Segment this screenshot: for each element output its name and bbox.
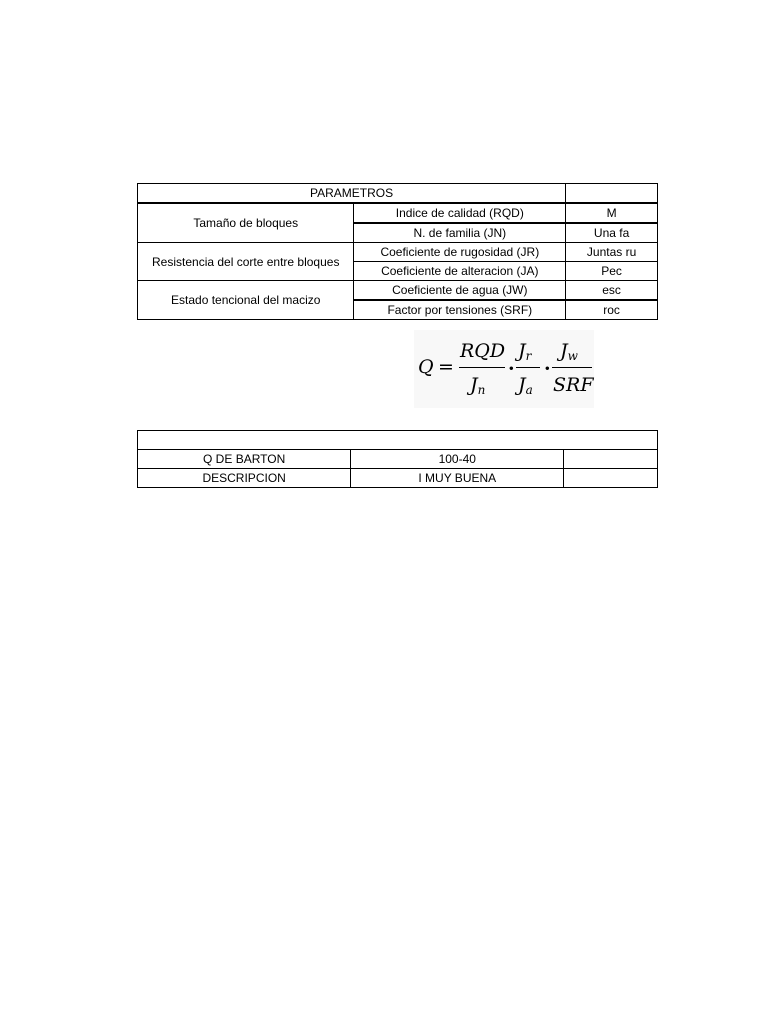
parameter-value: esc [566,281,658,301]
result-extra [564,469,658,488]
fraction-bar [552,367,592,368]
parameter-name: N. de familia (JN) [354,223,566,243]
formula-jw: $J_w$ [560,340,578,363]
formula-lhs: Q [418,356,434,378]
formula-ja: $J_a$ [518,374,533,397]
formula-equals: = [438,356,454,378]
parameter-name: Coeficiente de alteracion (JA) [354,262,566,281]
formula-jn: $J_n$ [470,374,486,397]
fraction-bar [516,367,540,368]
fraction-bar [459,367,505,368]
result-extra [564,450,658,469]
result-label: Q DE BARTON [138,450,351,469]
parameter-name: Indice de calidad (RQD) [354,203,566,223]
parameter-value: M [566,203,658,223]
result-label: DESCRIPCION [138,469,351,488]
result-value: 100-40 [351,450,564,469]
parameter-value: Una fa [566,223,658,243]
group-label: Resistencia del corte entre bloques [138,243,354,281]
formula-jr: $J_r$ [518,340,532,363]
formula-dot: · [508,358,515,380]
group-label: Tamaño de bloques [138,203,354,243]
formula-dot: · [544,358,551,380]
parameter-name: Coeficiente de agua (JW) [354,281,566,301]
parameter-name: Coeficiente de rugosidad (JR) [354,243,566,262]
parameter-value: roc [566,300,658,320]
group-label: Estado tencional del macizo [138,281,354,320]
formula-srf: SRF [553,374,594,396]
barton-q-formula [414,330,594,408]
value-header-cell [566,184,658,204]
parameters-header: PARAMETROS [138,184,566,204]
result-value: I MUY BUENA [351,469,564,488]
result-table [137,430,658,488]
parameters-table [137,183,658,320]
parameter-value: Pec [566,262,658,281]
formula-rqd: RQD [460,340,506,362]
result-header [138,431,658,450]
parameter-name: Factor por tensiones (SRF) [354,300,566,320]
parameter-value: Juntas ru [566,243,658,262]
